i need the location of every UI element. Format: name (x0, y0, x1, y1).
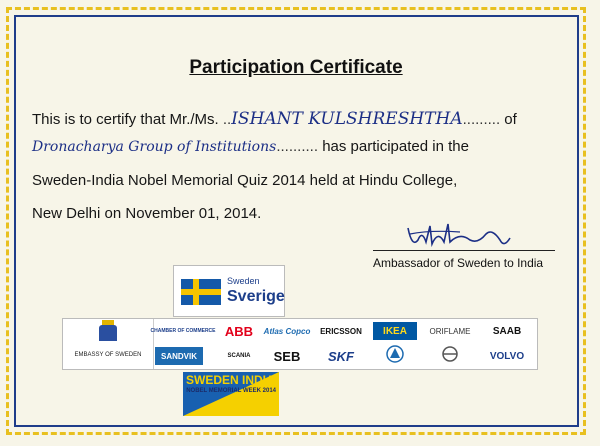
tetra-pak-icon (386, 345, 404, 363)
certify-line-2: Dronacharya Group of Institutions.......... has participated in the (32, 138, 469, 155)
certificate-title: Participation Certificate (189, 57, 403, 78)
tetra-pak-logo (383, 345, 407, 363)
quiz-logo-title: SWEDEN INDIA (186, 373, 275, 387)
ikea-logo: IKEA (373, 322, 417, 340)
institution-name: Dronacharya Group of Institutions (32, 139, 277, 155)
chamber-of-commerce-logo: CHAMBER OF COMMERCE (150, 328, 216, 334)
signature-image (400, 218, 530, 252)
embassy-label: EMBASSY OF SWEDEN (74, 352, 142, 358)
skf-logo: SKF (328, 348, 354, 364)
certify-line-1: This is to certify that Mr./Ms. ..ISHANT KULSHRESHTHA......... of (32, 109, 517, 129)
embassy-of-sweden-logo (63, 319, 154, 369)
certify-line-4: New Delhi on November 01, 2014. (32, 205, 262, 222)
volvo-ce-icon (441, 345, 459, 363)
saab-logo: SAAB (492, 325, 522, 337)
sandvik-logo: SANDVIK (155, 347, 203, 365)
participated-text: has participated in the (322, 138, 469, 155)
certify-line-3: Sweden-India Nobel Memorial Quiz 2014 held at Hindu College, (32, 172, 458, 189)
sweden-sverige-logo (173, 265, 285, 317)
signatory-title: Ambassador of Sweden to India (373, 256, 544, 270)
sponsor-logo-strip (62, 318, 538, 370)
ericsson-logo: ERICSSON (320, 326, 362, 336)
quiz-logo-subtitle: NOBEL MEMORIAL WEEK 2014 (186, 388, 276, 394)
certify-prefix: This is to certify that Mr./Ms. (32, 111, 219, 128)
sweden-india-nobel-week-logo (183, 372, 279, 416)
volvo-logo: VOLVO (489, 350, 525, 362)
atlas-copco-logo: Atlas Copco (263, 326, 311, 336)
abb-logo: ABB (224, 323, 254, 339)
oriflame-logo: ORIFLAME (429, 326, 471, 336)
sverige-label: Sverige (227, 288, 285, 305)
certify-of: of (504, 111, 517, 128)
sweden-label: Sweden (227, 276, 260, 286)
participant-name: ISHANT KULSHRESHTHA (231, 109, 463, 129)
embassy-crest-icon (99, 325, 117, 341)
signature-line (373, 250, 555, 251)
sweden-flag-icon (181, 279, 221, 305)
seb-logo: SEB (273, 348, 301, 364)
volvo-ce-logo (437, 345, 463, 363)
scania-logo: SCANIA (227, 353, 251, 359)
